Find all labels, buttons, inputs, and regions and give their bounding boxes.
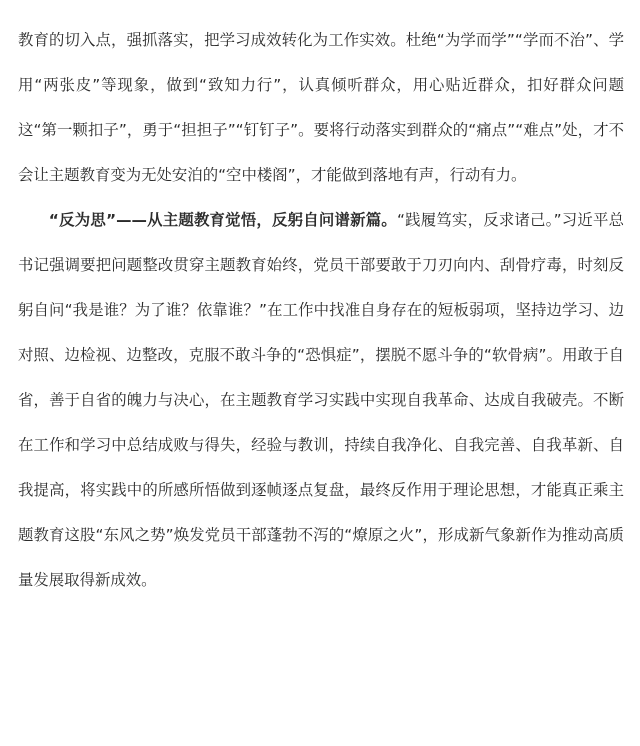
paragraph-text: 教育的切入点，强抓落实，把学习成效转化为工作实效。杜绝“为学而学”“学而不治”、学用“两张皮”等现象，做到“致知力行”，认真倾听群众，用心贴近群众，扣好群众问题这“第一颗扣子”，勇于“担担子”“钉钉子”。要将行动落实到群众的“痛点”“难点”处，才不会让主题教育变为无处安泊的“空中楼阁”，才能做到落地有声，行动有力。 [18, 31, 624, 184]
paragraph-text: “践履笃实，反求诸己。”习近平总书记强调要把问题整改贯穿主题教育始终，党员干部要敢于刀刃向内、刮骨疗毒，时刻反躬自问“我是谁？为了谁？依靠谁？”在工作中找准自身存在的短板弱项，坚持边学习、边对照、边检视、边整改，克服不敢斗争的“恐惧症”，摆脱不愿斗争的“软骨病”。用敢于自省，善于自省的魄力与决心，在主题教育学习实践中实现自我革命、达成自我破壳。不断在工作和学习中总结成败与得失，经验与教训，持续自我净化、自我完善、自我革新、自我提高，将实践中的所感所悟做到逐帧逐点复盘，最终反作用于理论思想，才能真正乘主题教育这股“东风之势”焕发党员干部蓬勃不泻的“燎原之火”，形成新气象新作为推动高质量发展取得新成效。 [18, 211, 625, 589]
paragraph-lead-heading: “反为思”——从主题教育觉悟，反躬自问谱新篇。 [48, 211, 397, 229]
paragraph-continuation [18, 18, 624, 198]
paragraph-reflection [18, 198, 624, 603]
article-body [18, 18, 624, 603]
